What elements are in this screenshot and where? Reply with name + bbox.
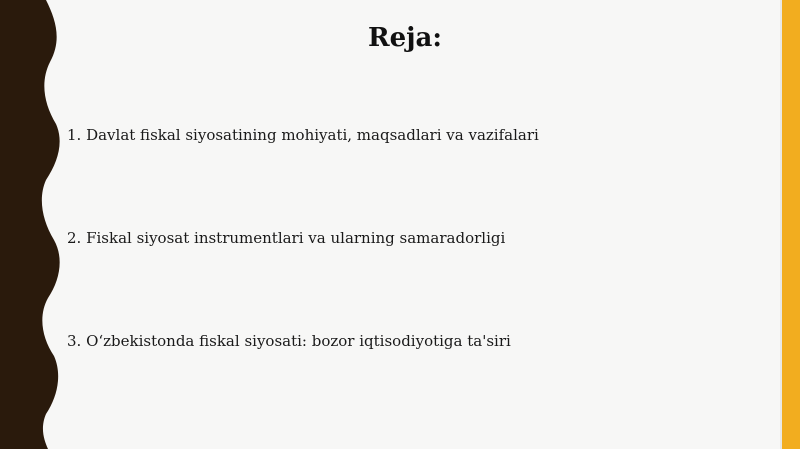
plan-item-3: 3. O‘zbekistonda fiskal siyosati: bozor iqtisodiyotiga ta'siri [67,332,511,350]
plan-item-1: 1. Davlat fiskal siyosatining mohiyati, maqsadlari va vazifalari [67,126,539,144]
right-accent-stripe [782,0,800,449]
plan-item-2: 2. Fiskal siyosat instrumentlari va ularning samaradorligi [67,229,506,247]
slide-title: Reja: [367,23,442,53]
wavy-left-border [0,0,70,449]
